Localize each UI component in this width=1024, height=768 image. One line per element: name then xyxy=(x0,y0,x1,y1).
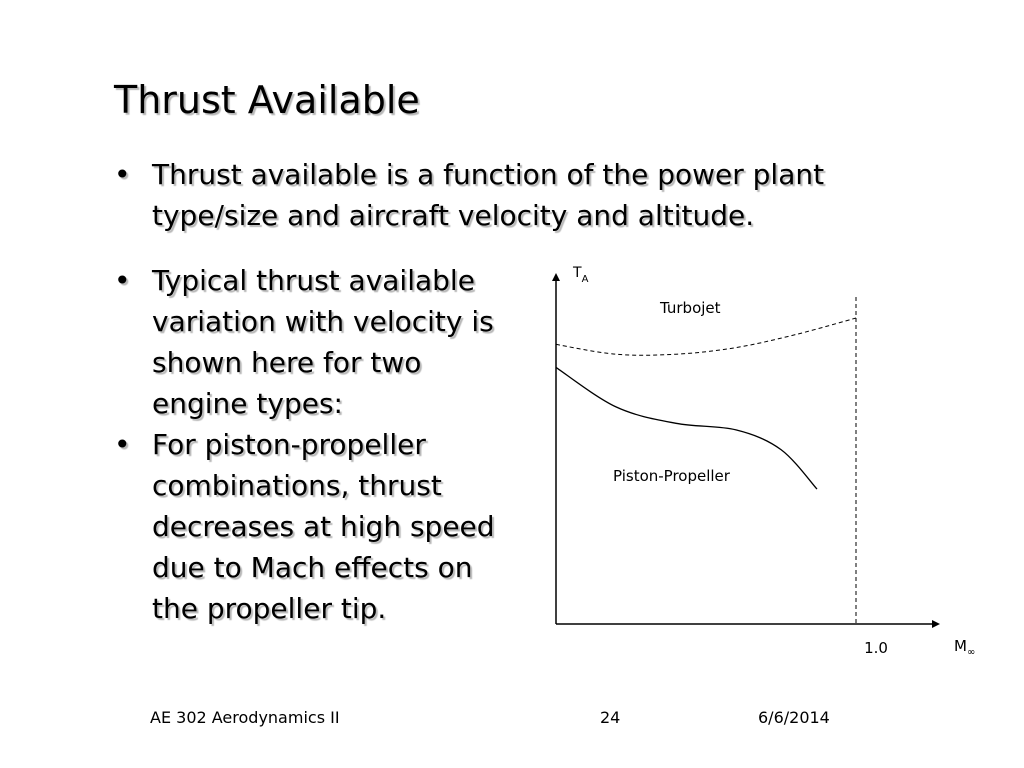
thrust-chart xyxy=(540,255,1000,675)
y-axis-label xyxy=(572,265,589,285)
bullet-glyph: • xyxy=(114,158,131,191)
bullet-list-top xyxy=(114,154,914,236)
bullet-glyph: • xyxy=(114,264,131,297)
bullet-item xyxy=(114,424,514,629)
slide-title: Thrust Available xyxy=(114,78,420,122)
series-line-turbojet xyxy=(556,318,856,355)
bullet-glyph: • xyxy=(114,428,131,461)
bullet-text: Typical thrust available variation with velocity is shown here for two engine types: xyxy=(152,264,494,420)
bullet-item xyxy=(114,260,514,424)
bullet-list-side xyxy=(114,260,514,629)
tick-label-mach-one: 1.0 xyxy=(864,639,888,657)
x-axis-label-sub: ∞ xyxy=(966,647,976,658)
y-axis-label-main: T xyxy=(573,265,582,281)
series-label-turbojet: Turbojet xyxy=(660,299,721,317)
footer-course: AE 302 Aerodynamics II xyxy=(150,708,340,727)
footer-date: 6/6/2014 xyxy=(758,708,830,727)
footer-page-number: 24 xyxy=(600,708,621,727)
y-axis-label-sub: A xyxy=(581,274,589,285)
x-axis-label-main: M xyxy=(954,637,967,655)
bullet-text: For piston-propeller combinations, thrust decreases at high speed due to Mach effects on the propeller tip. xyxy=(152,428,495,625)
series-label-piston-propeller: Piston-Propeller xyxy=(613,467,730,485)
bullet-item xyxy=(114,154,914,236)
x-axis-label xyxy=(954,637,975,658)
bullet-text: Thrust available is a function of the power plant type/size and aircraft velocity and altitude. xyxy=(152,158,825,232)
